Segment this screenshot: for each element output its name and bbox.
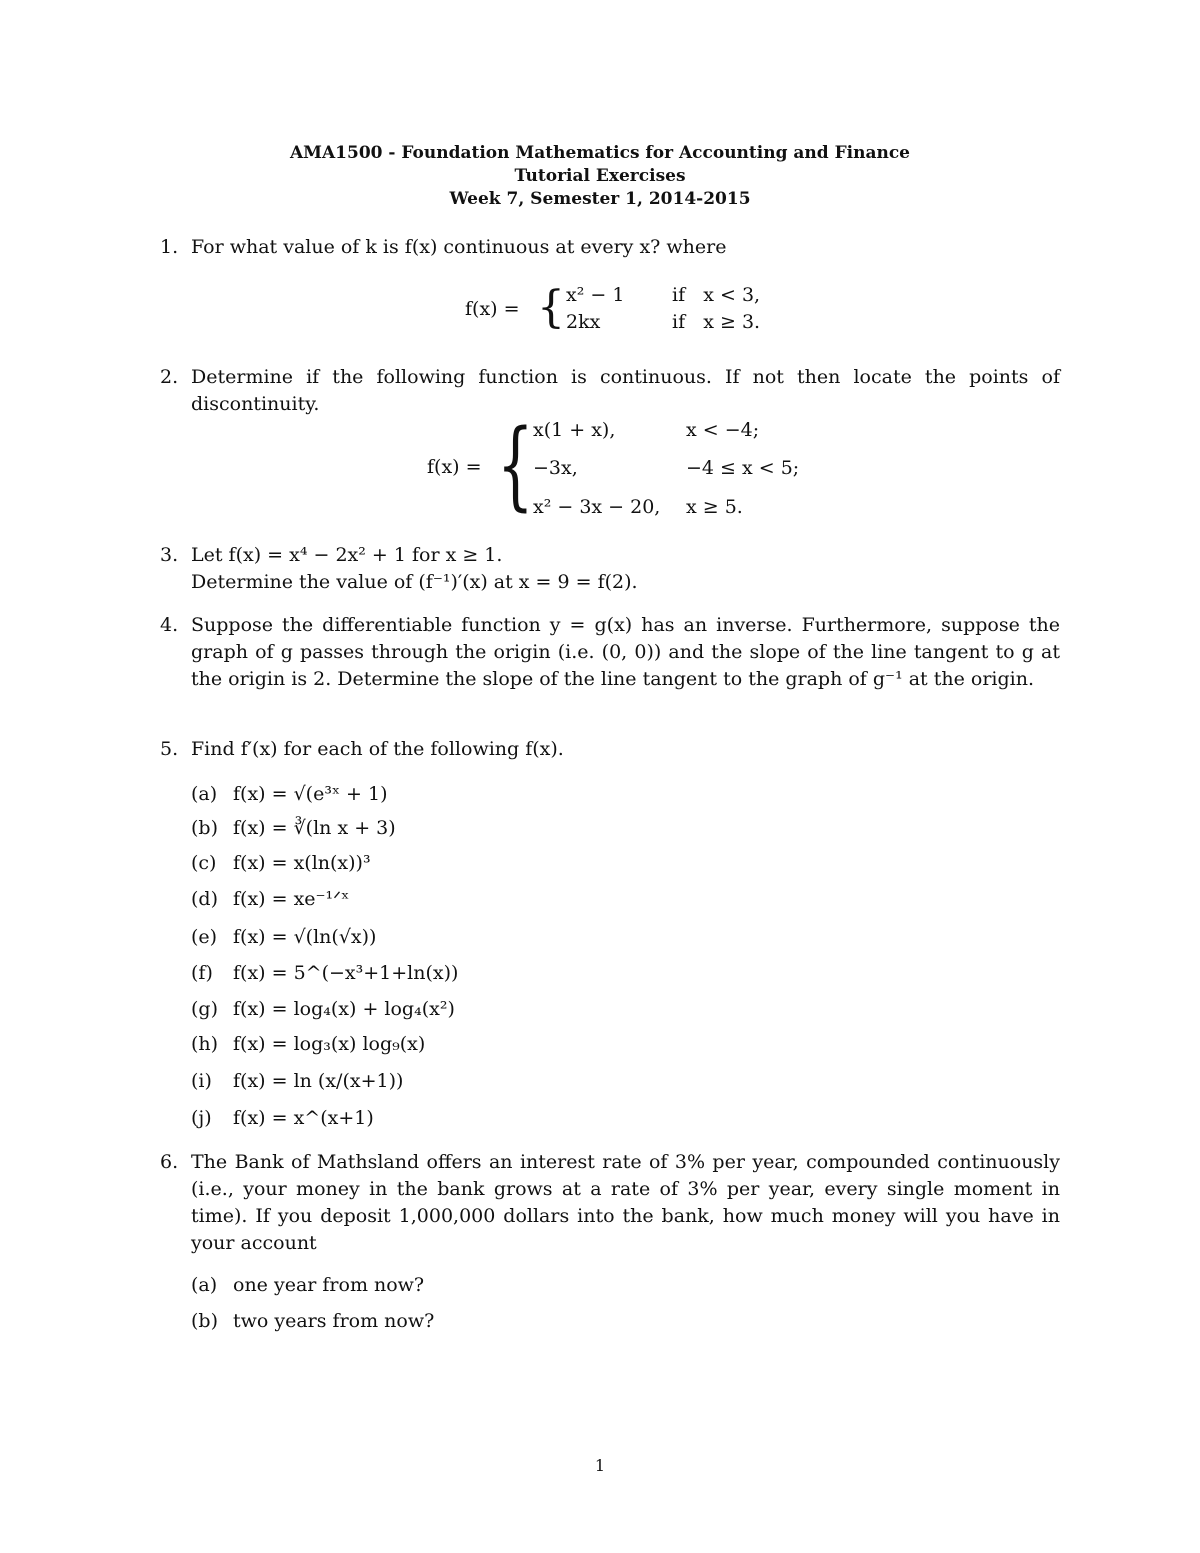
- question-5: [160, 736, 1060, 763]
- subpart-label: (b): [191, 1310, 218, 1332]
- subpart-text: one year from now?: [233, 1274, 425, 1296]
- subpart-label: (j): [191, 1107, 212, 1129]
- week-semester: Week 7, Semester 1, 2014-2015: [449, 189, 751, 209]
- question-number: 5.: [160, 738, 179, 760]
- subpart-label: (e): [191, 926, 218, 948]
- subpart-expr: f(x) = ln (x/(x+1)): [233, 1070, 404, 1092]
- q1-case2-expr: 2kx: [566, 311, 601, 333]
- subpart-expr: f(x) = x(ln(x))³: [233, 852, 371, 874]
- question-text: Suppose the differentiable function y = g(x) has an inverse. Furthermore, suppose the graph of g passes through the origin (i.e. (0, 0)) and the slope of the line tangent to g at the origin is 2. Determine the slope of the line tangent to the graph of g⁻¹ at the origin.: [191, 614, 1060, 690]
- q1-case1-expr: x² − 1: [566, 284, 625, 306]
- list-item: [191, 815, 396, 842]
- question-6: [160, 1149, 1060, 1257]
- subpart-expr: f(x) = log₃(x) log₉(x): [233, 1033, 426, 1055]
- tutorial-title: Tutorial Exercises: [514, 166, 686, 186]
- subpart-expr: f(x) = ∛(ln x + 3): [233, 817, 396, 839]
- subpart-label: (d): [191, 888, 218, 910]
- q1-case1-cond: if x < 3,: [672, 284, 761, 306]
- list-item: [191, 1105, 374, 1132]
- subpart-label: (g): [191, 998, 218, 1020]
- list-item: [191, 1068, 403, 1095]
- q1-case2-cond: if x ≥ 3.: [672, 311, 761, 333]
- question-3: [160, 542, 1060, 596]
- question-line-2: Determine the value of (f⁻¹)′(x) at x = 9 = f(2).: [191, 571, 638, 593]
- left-brace-icon: {: [497, 409, 534, 521]
- subpart-label: (h): [191, 1033, 219, 1055]
- question-number: 3.: [160, 544, 179, 566]
- question-text: For what value of k is f(x) continuous at every x? where: [191, 236, 727, 258]
- subpart-label: (c): [191, 852, 217, 874]
- list-item: [191, 1031, 425, 1058]
- subpart-label: (i): [191, 1070, 212, 1092]
- q1-lhs: f(x) =: [465, 298, 520, 320]
- subpart-label: (a): [191, 783, 218, 805]
- question-line-1: Let f(x) = x⁴ − 2x² + 1 for x ≥ 1.: [191, 544, 503, 566]
- subpart-expr: f(x) = √(e³ˣ + 1): [233, 783, 388, 805]
- list-item: [191, 1308, 434, 1335]
- q2-case1-expr: x(1 + x),: [533, 419, 616, 441]
- left-brace-icon: {: [537, 282, 565, 333]
- list-item: [191, 924, 376, 951]
- q2-case2-cond: −4 ≤ x < 5;: [686, 457, 800, 479]
- subpart-expr: f(x) = √(ln(√x)): [233, 926, 377, 948]
- q2-case2-expr: −3x,: [533, 457, 578, 479]
- subpart-text: two years from now?: [233, 1310, 435, 1332]
- question-number: 6.: [160, 1151, 179, 1173]
- list-item: [191, 1272, 424, 1299]
- question-2: [160, 364, 1060, 418]
- subpart-expr: f(x) = xe⁻¹ᐟˣ: [233, 888, 350, 910]
- question-text: Find f′(x) for each of the following f(x).: [191, 738, 564, 760]
- course-title: AMA1500 - Foundation Mathematics for Accounting and Finance: [289, 143, 910, 163]
- subpart-expr: f(x) = x^(x+1): [233, 1107, 374, 1129]
- subpart-expr: f(x) = log₄(x) + log₄(x²): [233, 998, 455, 1020]
- q2-case3-cond: x ≥ 5.: [686, 496, 743, 518]
- page-number: 1: [594, 1456, 606, 1475]
- subpart-label: (b): [191, 817, 218, 839]
- q2-case1-cond: x < −4;: [686, 419, 760, 441]
- question-number: 1.: [160, 236, 179, 258]
- question-text: The Bank of Mathsland offers an interest rate of 3% per year, compounded continuously (i.e., your money in the bank grows at a rate of 3% per year, every single moment in time). If you deposit 1,000,000 dollars into the bank, how much money will you have in your account: [191, 1151, 1060, 1254]
- subpart-label: (f): [191, 962, 213, 984]
- q2-case3-expr: x² − 3x − 20,: [533, 496, 661, 518]
- subpart-label: (a): [191, 1274, 218, 1296]
- question-number: 2.: [160, 366, 179, 388]
- list-item: [191, 850, 371, 877]
- list-item: [191, 996, 455, 1023]
- q2-lhs: f(x) =: [427, 456, 482, 478]
- question-number: 4.: [160, 614, 179, 636]
- list-item: [191, 781, 388, 808]
- subpart-expr: f(x) = 5^(−x³+1+ln(x)): [233, 962, 459, 984]
- document-header: [0, 142, 1200, 211]
- question-1: [160, 234, 1060, 261]
- question-4: [160, 612, 1060, 693]
- list-item: [191, 960, 458, 987]
- list-item: [191, 886, 349, 913]
- question-text: Determine if the following function is continuous. If not then locate the points of discontinuity.: [191, 366, 1060, 415]
